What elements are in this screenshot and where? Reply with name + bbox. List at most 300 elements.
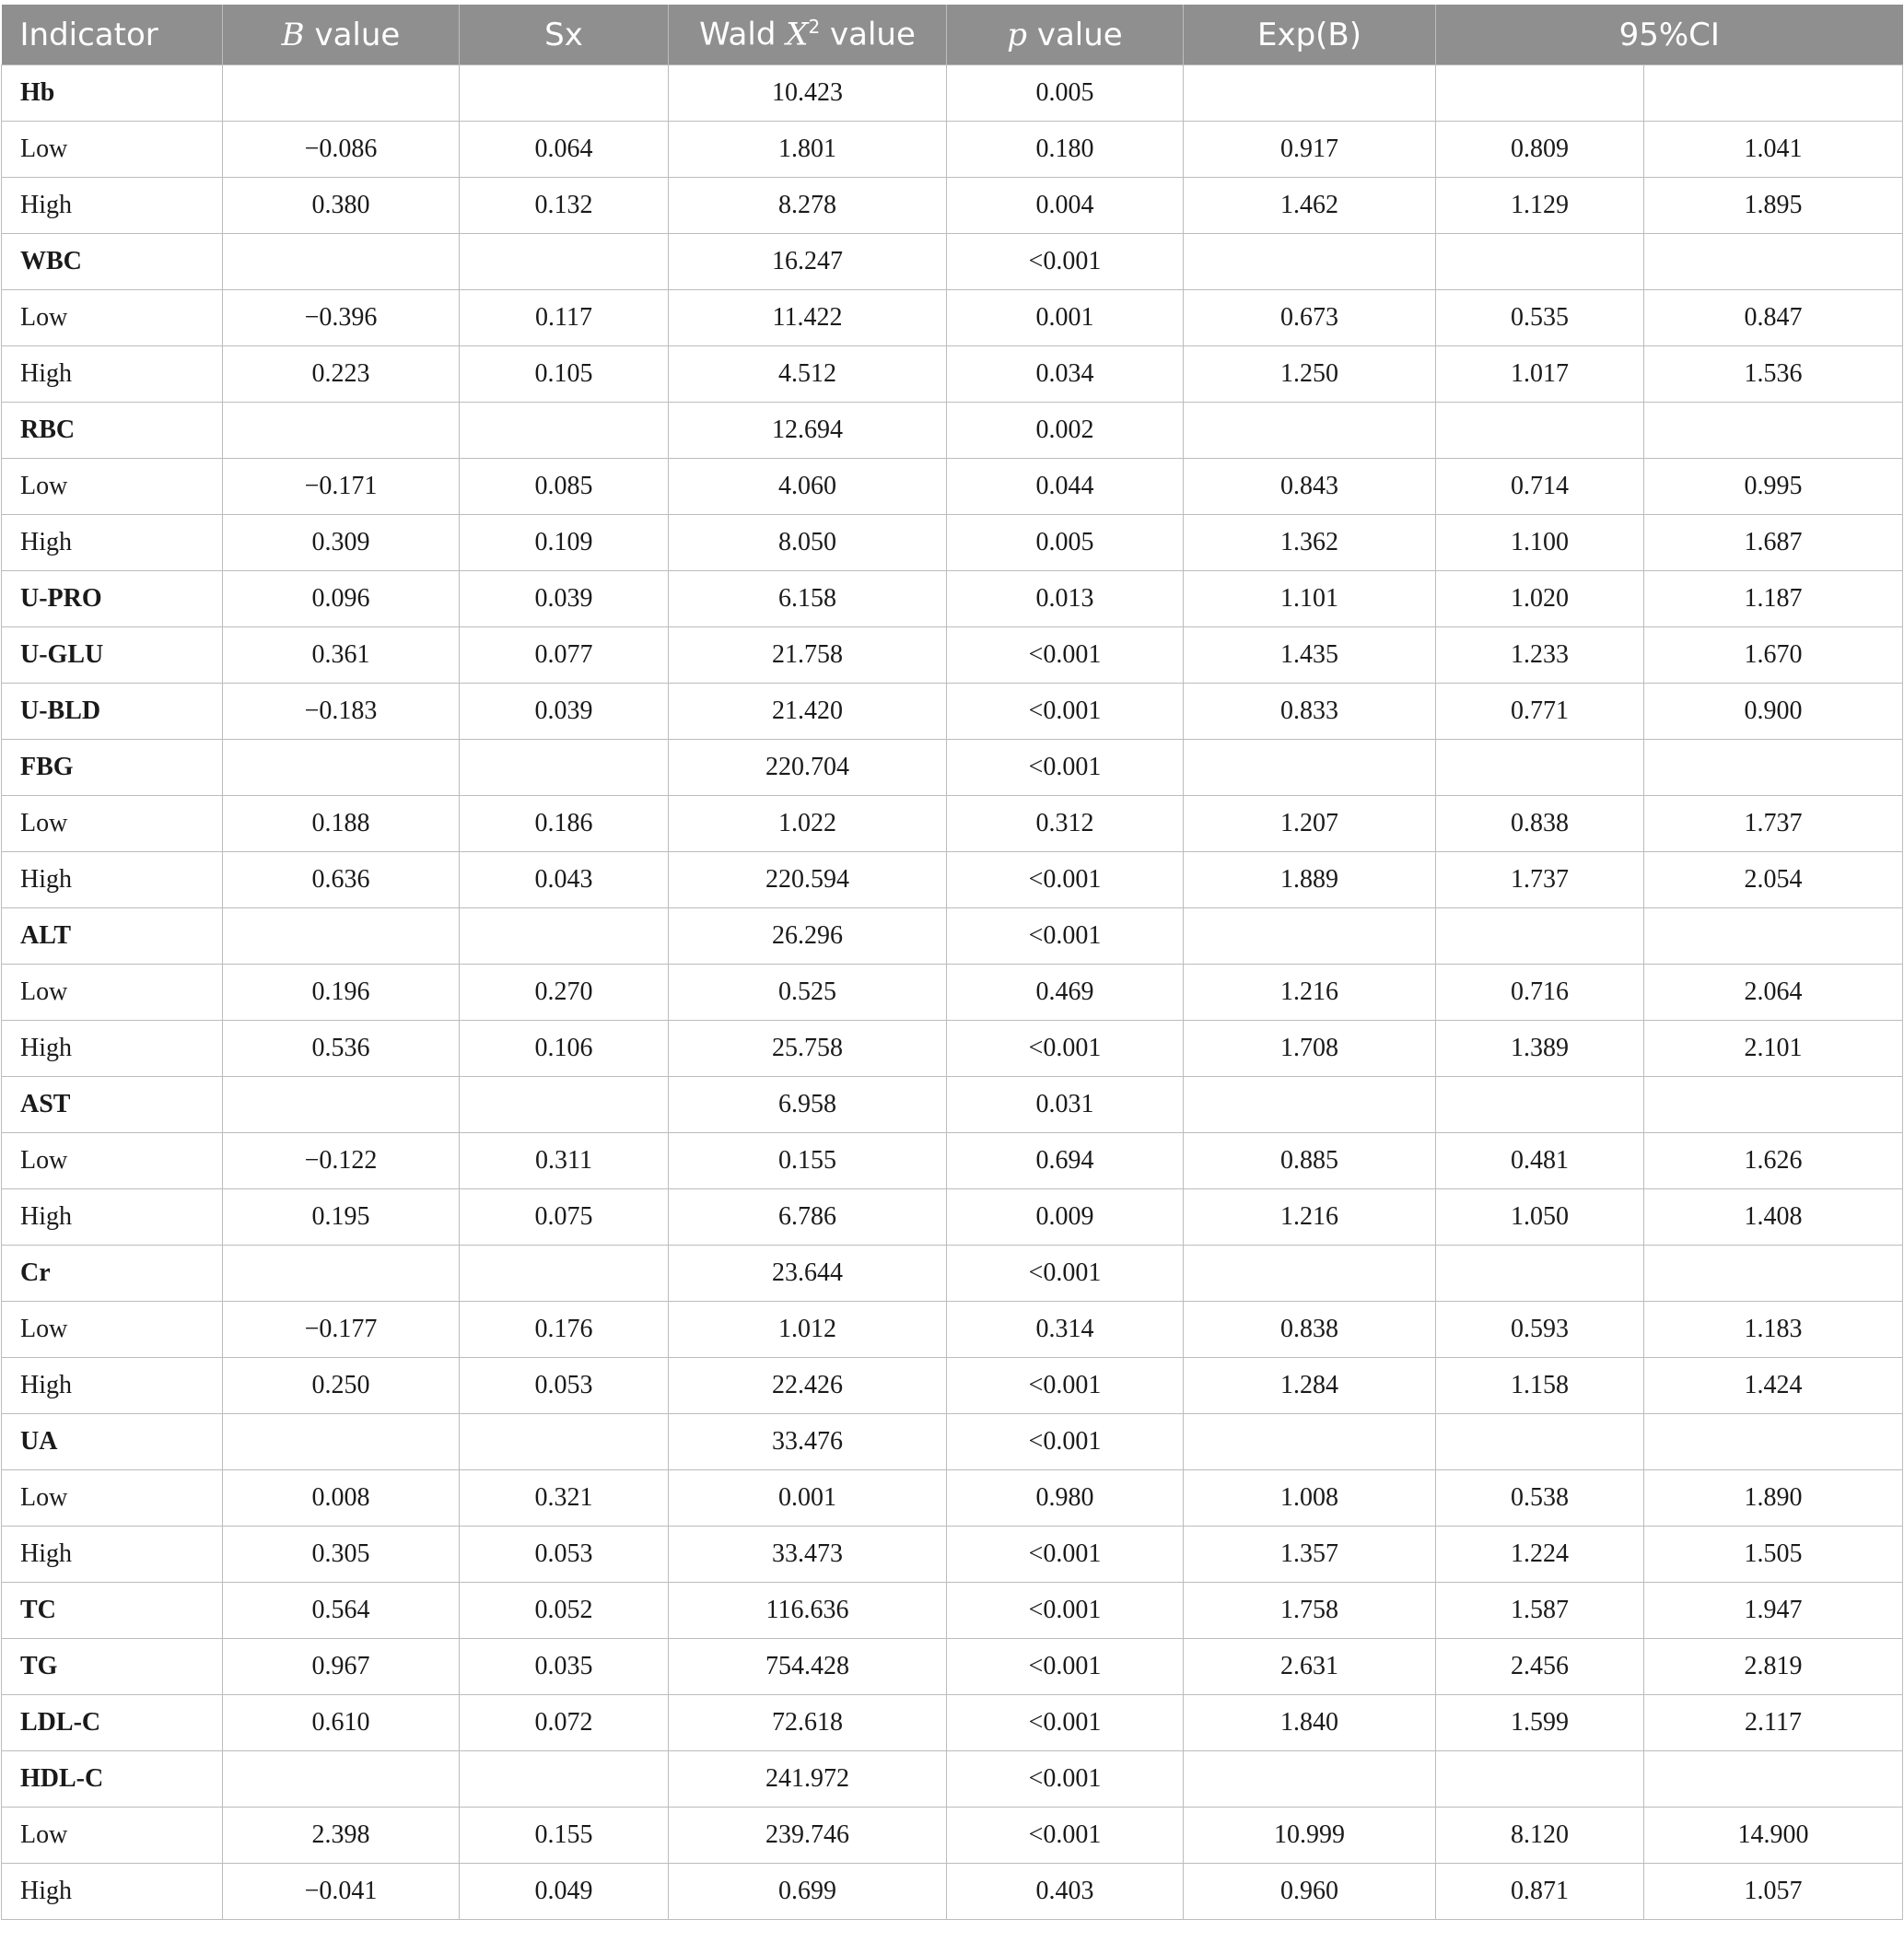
cell-ci-upper: 0.995 (1644, 459, 1903, 515)
table-row (2, 571, 1903, 627)
cell-p-value: 0.403 (947, 1864, 1184, 1920)
cell-p-value: 0.180 (947, 122, 1184, 178)
cell-b-value (223, 1414, 460, 1470)
cell-wald-value: 6.786 (669, 1189, 947, 1246)
table-row (2, 1077, 1903, 1133)
cell-b-value: −0.122 (223, 1133, 460, 1189)
cell-indicator: U-GLU (2, 627, 223, 684)
cell-ci-lower (1436, 740, 1644, 796)
cell-wald-value: 16.247 (669, 234, 947, 290)
cell-wald-value: 6.958 (669, 1077, 947, 1133)
cell-b-value (223, 740, 460, 796)
cell-ci-upper: 2.117 (1644, 1695, 1903, 1751)
cell-exp-b (1184, 1077, 1436, 1133)
cell-p-value: 0.694 (947, 1133, 1184, 1189)
cell-wald-value: 4.060 (669, 459, 947, 515)
cell-p-value: <0.001 (947, 1808, 1184, 1864)
cell-sx: 0.075 (460, 1189, 669, 1246)
cell-indicator: High (2, 346, 223, 403)
cell-p-value: <0.001 (947, 740, 1184, 796)
cell-indicator: U-PRO (2, 571, 223, 627)
cell-p-value: 0.005 (947, 65, 1184, 122)
cell-exp-b: 1.216 (1184, 965, 1436, 1021)
cell-indicator: RBC (2, 403, 223, 459)
cell-sx: 0.049 (460, 1864, 669, 1920)
header-b-symbol: B (281, 16, 305, 53)
cell-wald-value: 220.704 (669, 740, 947, 796)
cell-sx: 0.053 (460, 1358, 669, 1414)
table-row (2, 965, 1903, 1021)
header-wald-value (669, 5, 947, 65)
cell-exp-b: 0.673 (1184, 290, 1436, 346)
cell-p-value: <0.001 (947, 852, 1184, 908)
cell-indicator: Low (2, 796, 223, 852)
cell-ci-lower: 1.737 (1436, 852, 1644, 908)
cell-wald-value: 8.278 (669, 178, 947, 234)
cell-indicator: High (2, 1021, 223, 1077)
table-row (2, 459, 1903, 515)
cell-wald-value: 0.699 (669, 1864, 947, 1920)
cell-indicator: Low (2, 459, 223, 515)
cell-sx: 0.132 (460, 178, 669, 234)
cell-exp-b (1184, 234, 1436, 290)
cell-exp-b: 1.362 (1184, 515, 1436, 571)
cell-p-value: <0.001 (947, 1639, 1184, 1695)
cell-p-value: 0.002 (947, 403, 1184, 459)
cell-exp-b: 1.284 (1184, 1358, 1436, 1414)
cell-p-value: 0.013 (947, 571, 1184, 627)
cell-indicator: Low (2, 965, 223, 1021)
header-exp-b: Exp(B) (1184, 5, 1436, 65)
regression-table (1, 5, 1903, 1920)
cell-indicator: U-BLD (2, 684, 223, 740)
cell-ci-lower: 1.599 (1436, 1695, 1644, 1751)
cell-p-value: <0.001 (947, 1246, 1184, 1302)
cell-ci-upper (1644, 908, 1903, 965)
cell-indicator: HDL-C (2, 1751, 223, 1808)
cell-wald-value: 72.618 (669, 1695, 947, 1751)
table-row (2, 1695, 1903, 1751)
cell-sx: 0.186 (460, 796, 669, 852)
cell-b-value: 0.223 (223, 346, 460, 403)
cell-ci-lower: 0.481 (1436, 1133, 1644, 1189)
cell-b-value: 0.536 (223, 1021, 460, 1077)
cell-ci-upper (1644, 234, 1903, 290)
cell-exp-b: 1.008 (1184, 1470, 1436, 1527)
cell-exp-b (1184, 908, 1436, 965)
cell-b-value: −0.183 (223, 684, 460, 740)
cell-wald-value: 23.644 (669, 1246, 947, 1302)
cell-indicator: Low (2, 1133, 223, 1189)
cell-wald-value: 1.022 (669, 796, 947, 852)
cell-exp-b: 1.250 (1184, 346, 1436, 403)
table-row (2, 1358, 1903, 1414)
cell-sx: 0.039 (460, 571, 669, 627)
cell-exp-b: 0.833 (1184, 684, 1436, 740)
cell-indicator: Low (2, 1470, 223, 1527)
cell-indicator: High (2, 1189, 223, 1246)
header-b-value (223, 5, 460, 65)
cell-exp-b: 1.216 (1184, 1189, 1436, 1246)
cell-wald-value: 0.155 (669, 1133, 947, 1189)
cell-ci-upper: 1.057 (1644, 1864, 1903, 1920)
table-row (2, 403, 1903, 459)
cell-indicator: Low (2, 290, 223, 346)
cell-indicator: WBC (2, 234, 223, 290)
cell-b-value: 0.305 (223, 1527, 460, 1583)
cell-indicator: Low (2, 1808, 223, 1864)
cell-p-value: 0.044 (947, 459, 1184, 515)
cell-b-value: 0.309 (223, 515, 460, 571)
cell-ci-lower: 0.535 (1436, 290, 1644, 346)
cell-indicator: TG (2, 1639, 223, 1695)
cell-b-value: 0.610 (223, 1695, 460, 1751)
cell-ci-lower: 1.587 (1436, 1583, 1644, 1639)
cell-ci-upper (1644, 1246, 1903, 1302)
cell-sx: 0.043 (460, 852, 669, 908)
cell-exp-b: 1.840 (1184, 1695, 1436, 1751)
cell-p-value: <0.001 (947, 1414, 1184, 1470)
cell-wald-value: 21.420 (669, 684, 947, 740)
cell-ci-upper: 1.687 (1644, 515, 1903, 571)
cell-b-value (223, 234, 460, 290)
cell-ci-lower (1436, 1751, 1644, 1808)
cell-indicator: Low (2, 122, 223, 178)
cell-indicator: ALT (2, 908, 223, 965)
cell-exp-b: 1.462 (1184, 178, 1436, 234)
table-row (2, 908, 1903, 965)
cell-wald-value: 116.636 (669, 1583, 947, 1639)
cell-exp-b: 0.917 (1184, 122, 1436, 178)
cell-p-value: 0.314 (947, 1302, 1184, 1358)
cell-p-value: 0.980 (947, 1470, 1184, 1527)
cell-b-value: 0.196 (223, 965, 460, 1021)
cell-sx: 0.085 (460, 459, 669, 515)
cell-ci-upper (1644, 403, 1903, 459)
cell-p-value: 0.009 (947, 1189, 1184, 1246)
cell-p-value: <0.001 (947, 1358, 1184, 1414)
cell-wald-value: 10.423 (669, 65, 947, 122)
header-b-suffix: value (304, 16, 401, 53)
cell-ci-upper: 1.737 (1644, 796, 1903, 852)
cell-b-value (223, 65, 460, 122)
header-95ci: 95%CI (1436, 5, 1903, 65)
cell-exp-b (1184, 740, 1436, 796)
table-row (2, 515, 1903, 571)
table-row (2, 1639, 1903, 1695)
cell-exp-b: 1.889 (1184, 852, 1436, 908)
table-row (2, 796, 1903, 852)
cell-ci-upper: 0.847 (1644, 290, 1903, 346)
cell-ci-lower: 1.100 (1436, 515, 1644, 571)
cell-ci-upper: 1.626 (1644, 1133, 1903, 1189)
table-row (2, 1864, 1903, 1920)
cell-wald-value: 22.426 (669, 1358, 947, 1414)
table-row (2, 346, 1903, 403)
cell-wald-value: 11.422 (669, 290, 947, 346)
cell-indicator: AST (2, 1077, 223, 1133)
cell-p-value: 0.469 (947, 965, 1184, 1021)
cell-indicator: High (2, 1864, 223, 1920)
table-row (2, 1470, 1903, 1527)
cell-wald-value: 8.050 (669, 515, 947, 571)
cell-wald-value: 12.694 (669, 403, 947, 459)
table-row (2, 740, 1903, 796)
cell-b-value (223, 908, 460, 965)
header-wald-sup: 2 (808, 16, 821, 39)
cell-ci-lower (1436, 1077, 1644, 1133)
cell-ci-lower: 1.389 (1436, 1021, 1644, 1077)
table-header-row (2, 5, 1903, 65)
cell-p-value: 0.312 (947, 796, 1184, 852)
table-row (2, 1021, 1903, 1077)
cell-exp-b: 1.708 (1184, 1021, 1436, 1077)
cell-b-value: −0.177 (223, 1302, 460, 1358)
cell-exp-b (1184, 403, 1436, 459)
cell-exp-b: 0.885 (1184, 1133, 1436, 1189)
table-row (2, 1583, 1903, 1639)
cell-ci-upper: 1.670 (1644, 627, 1903, 684)
cell-b-value: 0.380 (223, 178, 460, 234)
cell-sx: 0.039 (460, 684, 669, 740)
cell-exp-b (1184, 1414, 1436, 1470)
table-row (2, 65, 1903, 122)
cell-exp-b (1184, 1246, 1436, 1302)
cell-indicator: High (2, 1527, 223, 1583)
cell-ci-lower: 1.224 (1436, 1527, 1644, 1583)
cell-ci-lower: 1.020 (1436, 571, 1644, 627)
table-row (2, 852, 1903, 908)
table-row (2, 1751, 1903, 1808)
cell-ci-upper: 1.947 (1644, 1583, 1903, 1639)
cell-indicator: UA (2, 1414, 223, 1470)
header-p-value (947, 5, 1184, 65)
cell-p-value: 0.001 (947, 290, 1184, 346)
cell-ci-lower: 8.120 (1436, 1808, 1644, 1864)
cell-sx (460, 1751, 669, 1808)
cell-ci-upper (1644, 1414, 1903, 1470)
cell-indicator: High (2, 852, 223, 908)
cell-ci-lower: 1.233 (1436, 627, 1644, 684)
cell-ci-lower: 0.809 (1436, 122, 1644, 178)
cell-b-value: −0.396 (223, 290, 460, 346)
cell-indicator: LDL-C (2, 1695, 223, 1751)
cell-exp-b: 10.999 (1184, 1808, 1436, 1864)
table-row (2, 178, 1903, 234)
cell-sx: 0.321 (460, 1470, 669, 1527)
cell-exp-b: 1.435 (1184, 627, 1436, 684)
header-p-suffix: value (1027, 16, 1123, 53)
cell-p-value: <0.001 (947, 908, 1184, 965)
table-row (2, 1808, 1903, 1864)
table-row (2, 684, 1903, 740)
cell-sx (460, 908, 669, 965)
cell-sx: 0.109 (460, 515, 669, 571)
cell-indicator: Cr (2, 1246, 223, 1302)
cell-ci-upper (1644, 740, 1903, 796)
cell-ci-upper: 1.041 (1644, 122, 1903, 178)
cell-sx: 0.106 (460, 1021, 669, 1077)
cell-ci-upper (1644, 1751, 1903, 1808)
cell-ci-upper: 14.900 (1644, 1808, 1903, 1864)
table-row (2, 234, 1903, 290)
cell-exp-b: 0.960 (1184, 1864, 1436, 1920)
cell-ci-lower (1436, 1246, 1644, 1302)
cell-b-value: 0.636 (223, 852, 460, 908)
cell-sx: 0.064 (460, 122, 669, 178)
cell-indicator: FBG (2, 740, 223, 796)
cell-b-value: 2.398 (223, 1808, 460, 1864)
cell-b-value (223, 403, 460, 459)
cell-ci-upper: 1.187 (1644, 571, 1903, 627)
cell-b-value: 0.195 (223, 1189, 460, 1246)
cell-ci-upper: 2.819 (1644, 1639, 1903, 1695)
cell-ci-lower (1436, 234, 1644, 290)
cell-sx (460, 65, 669, 122)
cell-ci-upper: 1.183 (1644, 1302, 1903, 1358)
cell-b-value: 0.250 (223, 1358, 460, 1414)
cell-b-value (223, 1246, 460, 1302)
table-row (2, 627, 1903, 684)
cell-b-value: −0.171 (223, 459, 460, 515)
cell-wald-value: 21.758 (669, 627, 947, 684)
cell-sx: 0.270 (460, 965, 669, 1021)
cell-sx: 0.072 (460, 1695, 669, 1751)
cell-ci-lower: 0.771 (1436, 684, 1644, 740)
table-row (2, 1246, 1903, 1302)
header-p-symbol: p (1007, 16, 1028, 53)
cell-b-value: 0.967 (223, 1639, 460, 1695)
cell-b-value: 0.008 (223, 1470, 460, 1527)
cell-b-value: −0.041 (223, 1864, 460, 1920)
cell-sx: 0.053 (460, 1527, 669, 1583)
cell-sx: 0.052 (460, 1583, 669, 1639)
cell-wald-value: 239.746 (669, 1808, 947, 1864)
cell-exp-b: 1.101 (1184, 571, 1436, 627)
cell-exp-b: 2.631 (1184, 1639, 1436, 1695)
cell-exp-b: 1.357 (1184, 1527, 1436, 1583)
cell-sx: 0.176 (460, 1302, 669, 1358)
cell-ci-upper: 1.408 (1644, 1189, 1903, 1246)
table-row (2, 1189, 1903, 1246)
cell-ci-upper: 1.890 (1644, 1470, 1903, 1527)
cell-ci-lower: 2.456 (1436, 1639, 1644, 1695)
cell-p-value: <0.001 (947, 1751, 1184, 1808)
cell-exp-b: 1.207 (1184, 796, 1436, 852)
table-row (2, 1133, 1903, 1189)
cell-ci-upper: 1.895 (1644, 178, 1903, 234)
header-indicator: Indicator (2, 5, 223, 65)
header-wald-prefix: Wald (699, 16, 787, 53)
cell-ci-lower: 0.714 (1436, 459, 1644, 515)
table-body (2, 65, 1903, 1920)
cell-sx (460, 234, 669, 290)
cell-b-value: 0.564 (223, 1583, 460, 1639)
cell-wald-value: 1.012 (669, 1302, 947, 1358)
cell-indicator: TC (2, 1583, 223, 1639)
cell-wald-value: 4.512 (669, 346, 947, 403)
cell-p-value: <0.001 (947, 234, 1184, 290)
cell-ci-lower (1436, 403, 1644, 459)
cell-ci-lower: 0.538 (1436, 1470, 1644, 1527)
cell-sx (460, 740, 669, 796)
cell-b-value: 0.188 (223, 796, 460, 852)
cell-wald-value: 241.972 (669, 1751, 947, 1808)
cell-wald-value: 754.428 (669, 1639, 947, 1695)
cell-ci-upper: 2.064 (1644, 965, 1903, 1021)
cell-p-value: <0.001 (947, 1527, 1184, 1583)
cell-p-value: 0.031 (947, 1077, 1184, 1133)
header-wald-suffix: value (820, 16, 916, 53)
cell-sx: 0.155 (460, 1808, 669, 1864)
cell-b-value: −0.086 (223, 122, 460, 178)
cell-p-value: <0.001 (947, 684, 1184, 740)
cell-ci-lower: 0.593 (1436, 1302, 1644, 1358)
cell-p-value: <0.001 (947, 1695, 1184, 1751)
cell-ci-upper: 1.424 (1644, 1358, 1903, 1414)
cell-wald-value: 220.594 (669, 852, 947, 908)
cell-ci-lower: 0.838 (1436, 796, 1644, 852)
cell-wald-value: 1.801 (669, 122, 947, 178)
cell-indicator: High (2, 515, 223, 571)
table-row (2, 122, 1903, 178)
cell-sx (460, 1414, 669, 1470)
cell-ci-upper (1644, 1077, 1903, 1133)
cell-indicator: High (2, 1358, 223, 1414)
table-row (2, 1414, 1903, 1470)
header-sx: Sx (460, 5, 669, 65)
cell-ci-upper: 1.536 (1644, 346, 1903, 403)
cell-sx: 0.311 (460, 1133, 669, 1189)
cell-wald-value: 0.525 (669, 965, 947, 1021)
cell-sx (460, 1077, 669, 1133)
cell-sx (460, 1246, 669, 1302)
cell-exp-b (1184, 1751, 1436, 1808)
cell-ci-lower (1436, 908, 1644, 965)
cell-indicator: Low (2, 1302, 223, 1358)
cell-ci-lower: 1.158 (1436, 1358, 1644, 1414)
cell-ci-lower: 0.871 (1436, 1864, 1644, 1920)
cell-wald-value: 0.001 (669, 1470, 947, 1527)
table-row (2, 1302, 1903, 1358)
cell-exp-b (1184, 65, 1436, 122)
cell-exp-b: 0.838 (1184, 1302, 1436, 1358)
cell-ci-lower (1436, 65, 1644, 122)
table-row (2, 1527, 1903, 1583)
cell-p-value: 0.005 (947, 515, 1184, 571)
cell-ci-lower: 1.050 (1436, 1189, 1644, 1246)
cell-sx: 0.035 (460, 1639, 669, 1695)
cell-sx: 0.117 (460, 290, 669, 346)
cell-b-value: 0.096 (223, 571, 460, 627)
cell-p-value: <0.001 (947, 627, 1184, 684)
cell-ci-upper: 2.101 (1644, 1021, 1903, 1077)
cell-wald-value: 6.158 (669, 571, 947, 627)
cell-indicator: Hb (2, 65, 223, 122)
cell-wald-value: 25.758 (669, 1021, 947, 1077)
cell-ci-lower (1436, 1414, 1644, 1470)
cell-ci-lower: 1.017 (1436, 346, 1644, 403)
cell-p-value: <0.001 (947, 1021, 1184, 1077)
cell-p-value: <0.001 (947, 1583, 1184, 1639)
cell-exp-b: 0.843 (1184, 459, 1436, 515)
header-wald-x: X (786, 16, 809, 53)
cell-wald-value: 33.473 (669, 1527, 947, 1583)
cell-sx: 0.077 (460, 627, 669, 684)
cell-p-value: 0.004 (947, 178, 1184, 234)
cell-indicator: High (2, 178, 223, 234)
cell-sx (460, 403, 669, 459)
